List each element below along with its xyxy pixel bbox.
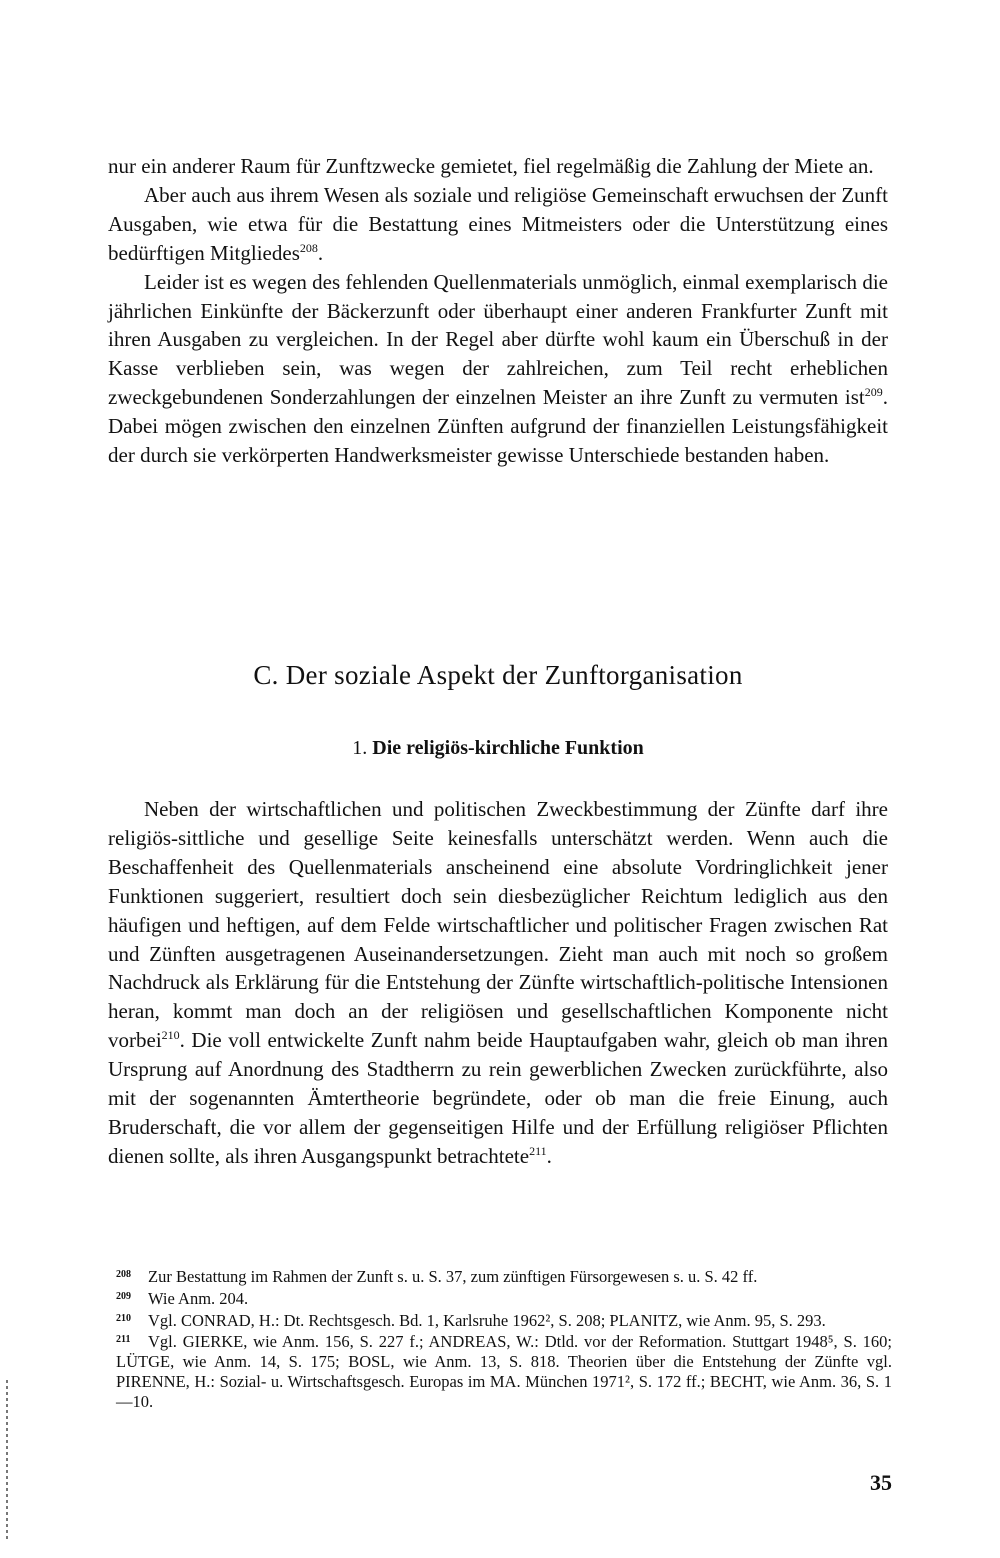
footnote-211: 211 Vgl. GIERKE, wie Anm. 156, S. 227 f.; ANDREAS, W.: Dtld. vor der Reformation. Stuttgart 1948⁵, S. 160; LÜTGE, wie Anm. 14, S. 175; BOSL, wie Anm. 13, S. 818. Theorien über die Entstehung der Zünfte vgl. PIRENNE, H.: Sozial- u. Wirtschaftsgesch. Europas im MA. München 1971², S. 172 ff.; BECHT, wie Anm. 36, S. 1—10. xyxy=(116,1332,892,1411)
subsection-number: 1. xyxy=(352,737,368,759)
footnote-ref-211[interactable]: 211 xyxy=(529,1143,547,1158)
page-number: 35 xyxy=(870,1470,892,1495)
footnote-209: 209 Wie Anm. 204. xyxy=(116,1288,249,1308)
subsection-title xyxy=(108,737,888,760)
scan-edge-mark xyxy=(6,1380,8,1540)
footnote-210: 210 Vgl. CONRAD, H.: Dt. Rechtsgesch. Bd. 1, Karlsruhe 1962², S. 208; PLANITZ, wie Anm. 95, S. 293. xyxy=(116,1310,826,1330)
paragraph-expenses: Aber auch aus ihrem Wesen als soziale und religiöse Gemeinschaft erwuchsen der Zunft Ausgaben, wie etwa für die Bestattung eines Mitmeisters oder die Unterstützung eines bedürftigen Mitgliedes$^{208}$. xyxy=(108,182,888,265)
footnote-ref-208[interactable]: 208 xyxy=(299,240,318,255)
subsection-heading: Die religiös-kirchliche Funktion xyxy=(372,737,644,759)
paragraph-continued: nur ein anderer Raum für Zunftzwecke gemietet, fiel regelmäßig die Zahlung der Miete an. xyxy=(108,154,874,178)
footnote-ref-210[interactable]: 210 xyxy=(161,1028,180,1043)
intro-text xyxy=(108,152,888,470)
paragraph-income-comparison: Leider ist es wegen des fehlenden Quellenmaterials unmöglich, einmal exemplarisch die jährlichen Einkünfte der Bäckerzunft oder überhaupt einer anderen Frankfurter Zunft mit ihren Ausgaben zu vergleichen. In der Regel aber dürfte wohl kaum ein Überschuß in der Kasse verblieben sein, was wegen der zahlreichen, zum Teil recht erheblichen zweckgebundenen Sonderzahlungen der einzelnen Meister an ihre Zunft zu vermuten ist$^{209}$. Dabei mögen zwischen den einzelnen Zünften aufgrund der finanziellen Leistungsfähigkeit der durch sie verkörperten Handwerksmeister gewisse Unterschiede bestanden haben. xyxy=(108,269,888,468)
section-title: C. Der soziale Aspekt der Zunftorganisation xyxy=(253,660,743,690)
footnote-208: 208 Zur Bestattung im Rahmen der Zunft s. u. S. 37, zum zünftigen Fürsorgewesen s. u. S. 42 ff. xyxy=(116,1267,758,1286)
footnote-ref-209[interactable]: 209 xyxy=(864,385,883,400)
paragraph-religious-function: Neben der wirtschaftlichen und politischen Zweckbestimmung der Zünfte darf ihre religiös-sittliche und gesellige Seite keinesfalls unterschätzt werden. Wenn auch die Beschaffenheit des Quellenmaterials anscheinend eine absolute Vordringlichkeit jener Funktionen suggeriert, resultiert doch sein diesbezüglicher Reichtum lediglich aus den häufigen und heftigen, auf dem Felde wirtschaftlicher und politischer Fragen zwischen Rat und Zünften ausgetragenen Auseinandersetzungen. Zieht man auch mit noch so großem Nachdruck als Erklärung für die Entstehung der Zünfte wirtschaftlich-politische Intensionen heran, kommt man doch an der religiösen und gesellschaftlichen Komponente nicht vorbei$^{210}$. Die voll entwickelte Zunft nahm beide Hauptaufgaben wahr, gleich ob man ihren Ursprung auf Anordnung des Stadtherrn zu rein gewerblichen Zwecken zurückführte, also mit der sogenannten Ämtertheorie begründete, oder ob man die freie Einung, auch Bruderschaft, die vor allem der gegenseitigen Hilfe und der Erfüllung religiöser Pflichten dienen sollte, als ihren Ausgangspunkt betrachtete$^{211}$. xyxy=(108,797,888,1168)
main-text xyxy=(108,795,888,1171)
footnotes xyxy=(116,1265,892,1412)
